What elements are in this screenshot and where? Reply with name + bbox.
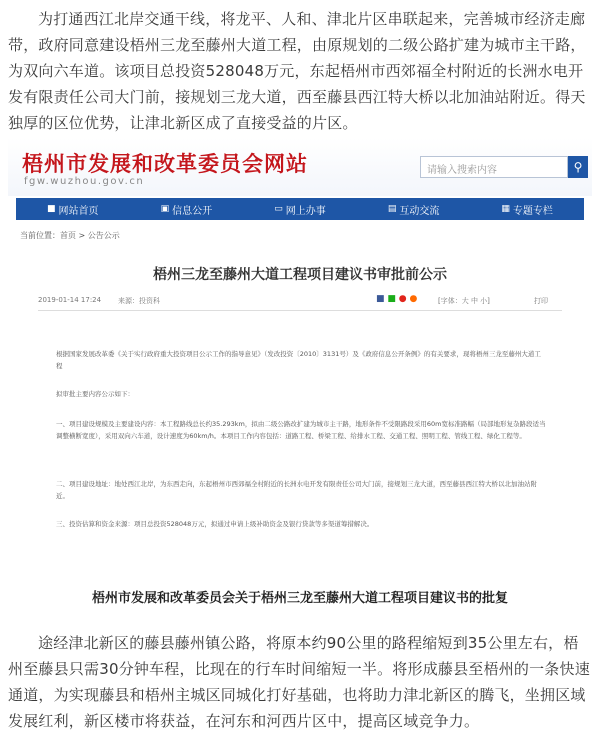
- info-icon: ▣: [160, 204, 170, 214]
- nav-item-online[interactable]: ▭ 网上办事: [274, 204, 326, 217]
- site-url: fgw.wuzhou.gov.cn: [24, 176, 145, 187]
- image-caption: 梧州市发展和改革委员会关于梧州三龙至藤州大道工程项目建议书的批复: [91, 591, 508, 606]
- nav-item-info[interactable]: ▣ 信息公开: [160, 204, 213, 217]
- chat-icon: ▤: [387, 204, 397, 214]
- body-paragraph: 二、项目建设地址：地处西江北岸，为东西走向，东起梧州市西郊福全村附近的长洲水电开发有限责任公司大门前，接规划三龙大道，西至藤县西江特大桥以北加油站附近。: [56, 480, 537, 500]
- print-link[interactable]: 打印: [534, 297, 548, 305]
- body-paragraph: 根据国家发展改革委《关于实行政府重大投资项目公示工作的指导意见》（发改投资〔2010〕3131号）及《政府信息公开条例》的有关要求，现将梧州三龙至藤州大道工程: [56, 350, 541, 370]
- share-icons[interactable]: [376, 294, 417, 304]
- nav-item-topic[interactable]: ▦ 专题专栏: [501, 204, 553, 217]
- share-icon-4[interactable]: ●: [409, 294, 418, 304]
- breadcrumb: 当前位置：首页 > 公告公示: [20, 231, 120, 240]
- site-header: [8, 138, 592, 196]
- share-icon-3[interactable]: ●: [398, 294, 407, 304]
- source-label: 来源：投资科: [118, 297, 160, 305]
- nav-item-interact[interactable]: ▤ 互动交流: [387, 204, 440, 217]
- embedded-website-screenshot: [8, 138, 592, 578]
- font-size-control[interactable]: [字体：大 中 小]: [438, 297, 490, 305]
- topic-icon: ▦: [501, 204, 510, 214]
- home-icon: ■: [47, 204, 56, 214]
- article-paragraph-1: 为打通西江北岸交通干线，将龙平、人和、津北片区串联起来，完善城市经济走廊带，政府同意建设梧州三龙至藤州大道工程，由原规划的二级公路扩建为城市主干路，为双向六车道。该项目总投资528048万元，东起梧州市西郊福全村附近的长洲水电开发有限责任公司大门前，接规划三龙大道，西至藤县西江特大桥以北加油站附近。得天独厚的区位优势，让津北新区成了直接受益的片区。: [8, 10, 586, 132]
- body-paragraph: 拟审批主要内容公示如下：: [56, 390, 134, 398]
- search-input[interactable]: 请输入搜索内容: [420, 156, 568, 178]
- body-paragraph: 一、项目建设规模及主要建设内容：本工程路线总长约35.293km，拟由二级公路改扩建为城市主干路，地形条件不受限路段采用60m宽标准路幅（局部地形复杂路段适当调整横断宽度），采用双向六车道，设计速度为60km/h。本项目工作内容包括：道路工程、桥梁工程、给排水工程、交通工程、照明工程、管线工程、绿化工程等。: [56, 420, 546, 440]
- article-paragraph-2: 途经津北新区的藤县藤州镇公路，将原本约90公里的路程缩短到35公里左右，梧州至藤县只需30分钟车程，比现在的行车时间缩短一半。将形成藤县至梧州的一条快速通道，为实现藤县和梧州主城区同城化打好基础，也将助力津北新区的腾飞，坐拥区域发展红利，新区楼市将获益，在河东和河西片区中，提高区域竞争力。: [8, 634, 590, 730]
- divider: [38, 310, 562, 311]
- body-paragraph: 三、投资估算和资金来源：项目总投资528048万元，拟通过申请上级补助资金及银行贷款等多渠道筹措解决。: [56, 520, 374, 528]
- monitor-icon: ▭: [274, 204, 283, 214]
- publish-date: 2019-01-14 17:24: [38, 296, 102, 304]
- site-navbar: [16, 198, 584, 220]
- share-icon-1[interactable]: ■: [376, 294, 385, 304]
- document-title: 梧州三龙至藤州大道工程项目建议书审批前公示: [153, 267, 447, 283]
- search-icon[interactable]: ⚲: [568, 156, 588, 178]
- nav-item-home[interactable]: ■ 网站首页: [47, 204, 99, 217]
- share-icon-2[interactable]: ■: [387, 294, 396, 304]
- site-name: 梧州市发展和改革委员会网站: [22, 151, 308, 176]
